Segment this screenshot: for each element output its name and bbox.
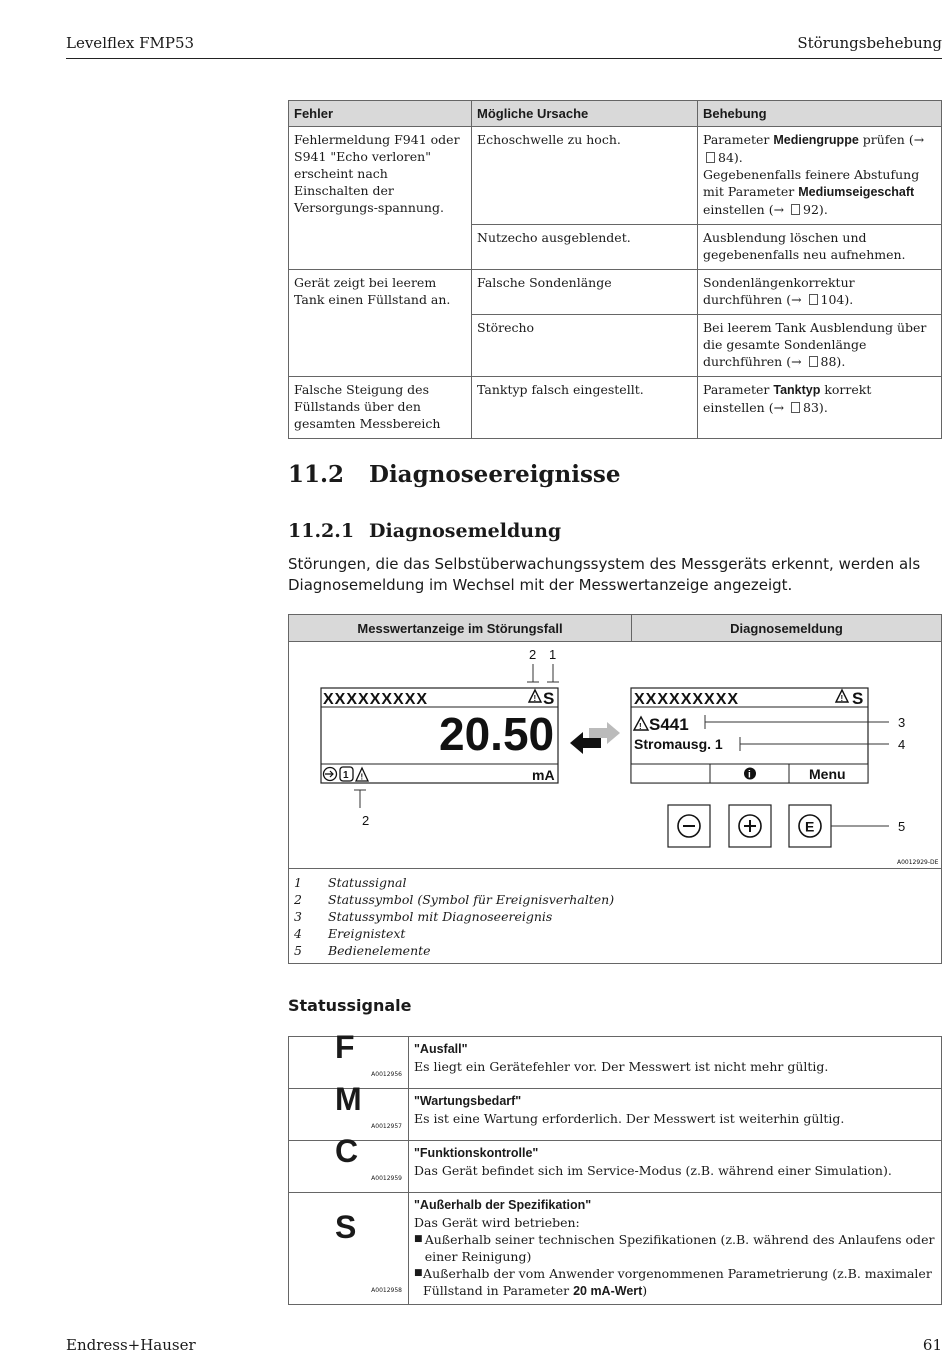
bullet-icon: ■: [414, 1234, 423, 1244]
legend-item: 3 Statussymbol mit Diagnoseereignis: [294, 909, 553, 924]
col-header-behebung: Behebung: [698, 101, 942, 127]
callout-5: 5: [898, 819, 906, 834]
page-ref-icon: [809, 356, 818, 367]
svg-text:!: !: [840, 694, 844, 703]
lcd-left-tag: XXXXXXXXX: [323, 691, 429, 708]
display-illustration: [289, 642, 941, 868]
status-signal-table: [288, 1029, 942, 1305]
lcd-right-tag: XXXXXXXXX: [634, 691, 740, 708]
status-text-cell: [409, 1089, 942, 1141]
cause-cell: Echoschwelle zu hoch.: [472, 127, 698, 225]
bullet-item: ■ Außerhalb seiner technischen Spezifikationen (z.B. während des Anlaufens oder einer Reinigung): [414, 1232, 935, 1264]
status-symbol-cell: [289, 1193, 409, 1305]
col-header-fehler: Fehler: [289, 101, 472, 127]
status-row: [289, 1141, 942, 1193]
running-header-left: Levelflex FMP53: [66, 34, 195, 52]
status-title: "Außerhalb der Spezifikation": [414, 1198, 592, 1212]
lcd-right-code: S441: [649, 715, 689, 734]
callout-4: 4: [898, 737, 906, 752]
status-title: "Funktionskontrolle": [414, 1146, 539, 1160]
callout-2-bottom: 2: [362, 813, 370, 828]
section-heading: 11.2 Diagnoseereignisse: [288, 461, 621, 488]
bullet-item: ■ Außerhalb der vom Anwender vorgenommenen Parametrierung (z.B. maximaler Füllstand in Parameter 20 mA-Wert): [414, 1266, 932, 1298]
trouble-row: [289, 270, 942, 315]
status-desc: Es liegt ein Gerätefehler vor. Der Messwert ist nicht mehr gültig.: [414, 1059, 829, 1074]
troubleshooting-body: [289, 127, 942, 439]
lcd-left-unit: mA: [532, 767, 555, 783]
fix-cell: Parameter Mediengruppe prüfen (→ 84). Gegebenenfalls feinere Abstufung mit Parameter Mediumseigeschaft einstellen (→ 92).: [698, 127, 942, 225]
lcd-right-status: S: [852, 689, 864, 708]
lcd-left-status: S: [543, 689, 555, 708]
minus-key[interactable]: [668, 805, 710, 847]
status-text-cell: [409, 1193, 942, 1305]
callout-2-top: 2: [529, 647, 537, 662]
figure-legend: [289, 868, 941, 964]
callout-1-top: 1: [549, 647, 557, 662]
status-desc: Das Gerät befindet sich im Service-Modus (z.B. während einer Simulation).: [414, 1163, 892, 1178]
svg-text:i: i: [748, 769, 751, 781]
legend-item: 1 Statussignal: [294, 875, 407, 890]
trouble-row: [289, 127, 942, 225]
lcd-right-event: Stromausg. 1: [634, 736, 723, 752]
legend-item: 5 Bedienelemente: [294, 943, 431, 958]
status-row: [289, 1089, 942, 1141]
svg-text:!: !: [639, 722, 642, 731]
symbol-code: A0012956: [371, 1071, 402, 1078]
symbol-code: A0012958: [371, 1287, 402, 1294]
svg-text:1: 1: [343, 770, 349, 781]
fehler-cell: Fehlermeldung F941 oder S941 "Echo verloren" erscheint nach Einschalten der Versorgungs-spannung.: [289, 127, 472, 270]
fehler-cell: Falsche Steigung des Füllstands über den gesamten Messbereich: [289, 377, 472, 439]
svg-text:!: !: [533, 694, 537, 703]
status-desc: Es ist eine Wartung erforderlich. Der Messwert ist weiterhin gültig.: [414, 1111, 845, 1126]
display-figure: [288, 614, 942, 964]
lcd-right-menu: Menu: [809, 766, 846, 782]
svg-text:!: !: [360, 772, 364, 782]
enter-key-label: E: [805, 818, 815, 835]
enter-key[interactable]: [789, 805, 831, 847]
symbol-code: A0012957: [371, 1123, 402, 1130]
troubleshooting-table: [288, 100, 942, 439]
running-header-right: Störungsbehebung: [797, 34, 942, 52]
status-row: [289, 1037, 942, 1089]
page-ref-icon: [809, 294, 818, 305]
lcd-left-value: 20.50: [439, 708, 555, 760]
status-text-cell: [409, 1141, 942, 1193]
footer-left: Endress+Hauser: [66, 1336, 196, 1354]
fix-cell: Ausblendung löschen und gegebenenfalls neu aufnehmen.: [698, 225, 942, 270]
status-heading: Statussignale: [288, 996, 412, 1015]
symbol-code: A0012959: [371, 1175, 402, 1182]
plus-key[interactable]: [729, 805, 771, 847]
bullet-icon: ■: [414, 1268, 423, 1278]
header-rule: [66, 58, 942, 59]
fix-cell: Sondenlängenkorrektur durchführen (→ 104).: [698, 270, 942, 315]
status-letter-icon: F: [335, 1029, 355, 1065]
status-row: [289, 1193, 942, 1305]
figure-col-left-header: Messwertanzeige im Störungsfall: [289, 615, 632, 642]
legend-item: 4 Ereignistext: [294, 926, 406, 941]
col-header-ursache: Mögliche Ursache: [472, 101, 698, 127]
page-ref-icon: [791, 204, 800, 215]
footer-page-number: 61: [922, 1336, 942, 1354]
figure-col-right-header: Diagnosemeldung: [632, 615, 941, 642]
fix-cell: Parameter Tanktyp korrekt einstellen (→ 83).: [698, 377, 942, 439]
page-ref-icon: [706, 152, 715, 163]
legend-item: 2 Statussymbol (Symbol für Ereignisverhalten): [294, 892, 615, 907]
cause-cell: Falsche Sondenlänge: [472, 270, 698, 315]
subsection-heading: 11.2.1 Diagnosemeldung: [288, 520, 562, 542]
status-title: "Wartungsbedarf": [414, 1094, 522, 1108]
trouble-row: [289, 377, 942, 439]
status-letter-icon: C: [335, 1133, 359, 1169]
cause-cell: Tanktyp falsch eingestellt.: [472, 377, 698, 439]
status-letter-icon: S: [335, 1209, 357, 1245]
status-symbol-cell: [289, 1133, 409, 1193]
status-desc: Das Gerät wird betrieben:: [414, 1215, 580, 1230]
callout-3: 3: [898, 715, 906, 730]
intro-paragraph: Störungen, die das Selbstüberwachungssystem des Messgeräts erkennt, werden als Diagnosemeldung im Wechsel mit der Messwertanzeige angezeigt.: [288, 555, 921, 594]
fehler-cell: Gerät zeigt bei leerem Tank einen Füllstand an.: [289, 270, 472, 377]
status-letter-icon: M: [335, 1081, 362, 1117]
status-text-cell: [409, 1037, 942, 1089]
figure-code: A0012929-DE: [897, 859, 939, 866]
cause-cell: Nutzecho ausgeblendet.: [472, 225, 698, 270]
cause-cell: Störecho: [472, 315, 698, 377]
status-title: "Ausfall": [414, 1042, 468, 1056]
fix-cell: Bei leerem Tank Ausblendung über die gesamte Sondenlänge durchführen (→ 88).: [698, 315, 942, 377]
page-ref-icon: [791, 402, 800, 413]
